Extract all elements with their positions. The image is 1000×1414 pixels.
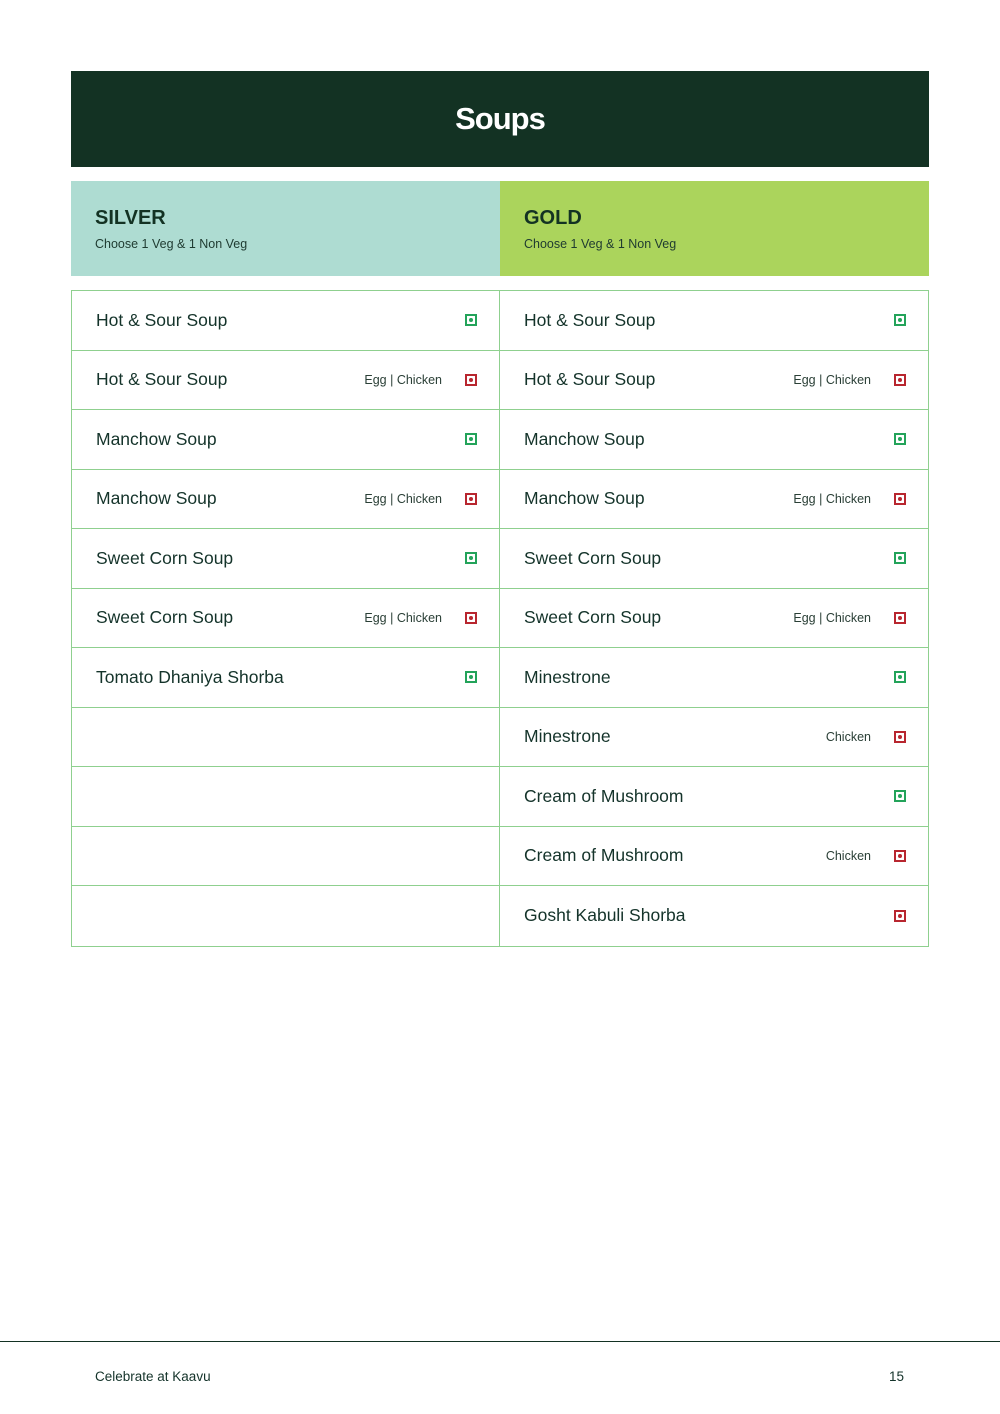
nonveg-mark-icon — [894, 493, 906, 505]
menu-item-row — [500, 291, 928, 351]
menu-item-row — [500, 589, 928, 649]
gold-tier-name: GOLD — [524, 207, 582, 229]
gold-tier-subtitle: Choose 1 Veg & 1 Non Veg — [524, 237, 677, 251]
menu-item-row — [500, 470, 928, 530]
silver-tier-subtitle: Choose 1 Veg & 1 Non Veg — [95, 237, 248, 251]
veg-mark-icon — [465, 314, 477, 326]
nonveg-mark-icon — [465, 493, 477, 505]
menu-item-variant: Chicken — [825, 848, 871, 863]
footer-brand: Celebrate at Kaavu — [95, 1369, 211, 1384]
menu-item-row — [500, 351, 928, 411]
menu-item-name: Sweet Corn Soup — [96, 607, 234, 628]
soup-menu-table — [71, 290, 929, 947]
veg-mark-icon — [894, 790, 906, 802]
menu-item-name: Sweet Corn Soup — [524, 607, 662, 628]
nonveg-mark-icon — [465, 612, 477, 624]
menu-item-name: Sweet Corn Soup — [96, 547, 234, 568]
gold-tier-header — [500, 181, 929, 276]
empty-menu-row — [72, 886, 499, 946]
menu-item-name: Gosht Kabuli Shorba — [524, 905, 686, 926]
menu-item-row — [72, 410, 499, 470]
menu-item-name: Minestrone — [524, 666, 611, 687]
menu-item-row — [72, 589, 499, 649]
page-title: Soups — [455, 101, 545, 136]
silver-tier-name: SILVER — [95, 207, 166, 229]
silver-tier-header — [71, 181, 500, 276]
menu-item-row — [500, 648, 928, 708]
menu-item-name: Minestrone — [524, 726, 611, 747]
menu-item-name: Manchow Soup — [524, 488, 645, 509]
veg-mark-icon — [894, 552, 906, 564]
veg-mark-icon — [465, 433, 477, 445]
nonveg-mark-icon — [894, 910, 906, 922]
menu-item-row — [72, 529, 499, 589]
menu-item-name: Manchow Soup — [524, 428, 645, 449]
menu-item-variant: Egg | Chicken — [364, 491, 442, 506]
page-number: 15 — [888, 1369, 904, 1384]
veg-mark-icon — [894, 433, 906, 445]
menu-item-name: Manchow Soup — [96, 428, 217, 449]
menu-item-name: Manchow Soup — [96, 488, 217, 509]
veg-mark-icon — [894, 671, 906, 683]
menu-item-variant: Egg | Chicken — [793, 610, 871, 625]
menu-item-name: Hot & Sour Soup — [96, 369, 228, 390]
nonveg-mark-icon — [894, 374, 906, 386]
menu-item-variant: Egg | Chicken — [793, 491, 871, 506]
page-title-bar — [71, 71, 929, 167]
empty-menu-row — [72, 827, 499, 887]
menu-item-row — [72, 648, 499, 708]
menu-item-name: Tomato Dhaniya Shorba — [96, 666, 284, 687]
menu-item-variant: Egg | Chicken — [793, 372, 871, 387]
menu-item-variant: Egg | Chicken — [364, 372, 442, 387]
menu-item-name: Cream of Mushroom — [524, 785, 684, 806]
menu-item-name: Hot & Sour Soup — [524, 309, 656, 330]
gold-menu-column — [500, 291, 928, 946]
veg-mark-icon — [465, 552, 477, 564]
nonveg-mark-icon — [894, 850, 906, 862]
menu-item-row — [72, 351, 499, 411]
menu-item-row — [500, 827, 928, 887]
menu-item-row — [72, 291, 499, 351]
veg-mark-icon — [894, 314, 906, 326]
nonveg-mark-icon — [465, 374, 477, 386]
menu-item-row — [500, 529, 928, 589]
menu-item-row — [500, 410, 928, 470]
menu-item-name: Cream of Mushroom — [524, 845, 684, 866]
menu-item-name: Sweet Corn Soup — [524, 547, 662, 568]
empty-menu-row — [72, 708, 499, 768]
empty-menu-row — [72, 767, 499, 827]
menu-item-variant: Egg | Chicken — [364, 610, 442, 625]
footer-divider — [0, 1341, 1000, 1342]
menu-item-row — [500, 767, 928, 827]
menu-item-row — [500, 708, 928, 768]
menu-item-row — [72, 470, 499, 530]
menu-item-name: Hot & Sour Soup — [524, 369, 656, 390]
nonveg-mark-icon — [894, 731, 906, 743]
silver-menu-column — [72, 291, 500, 946]
menu-item-row — [500, 886, 928, 946]
nonveg-mark-icon — [894, 612, 906, 624]
menu-item-variant: Chicken — [825, 729, 871, 744]
menu-item-name: Hot & Sour Soup — [96, 309, 228, 330]
veg-mark-icon — [465, 671, 477, 683]
